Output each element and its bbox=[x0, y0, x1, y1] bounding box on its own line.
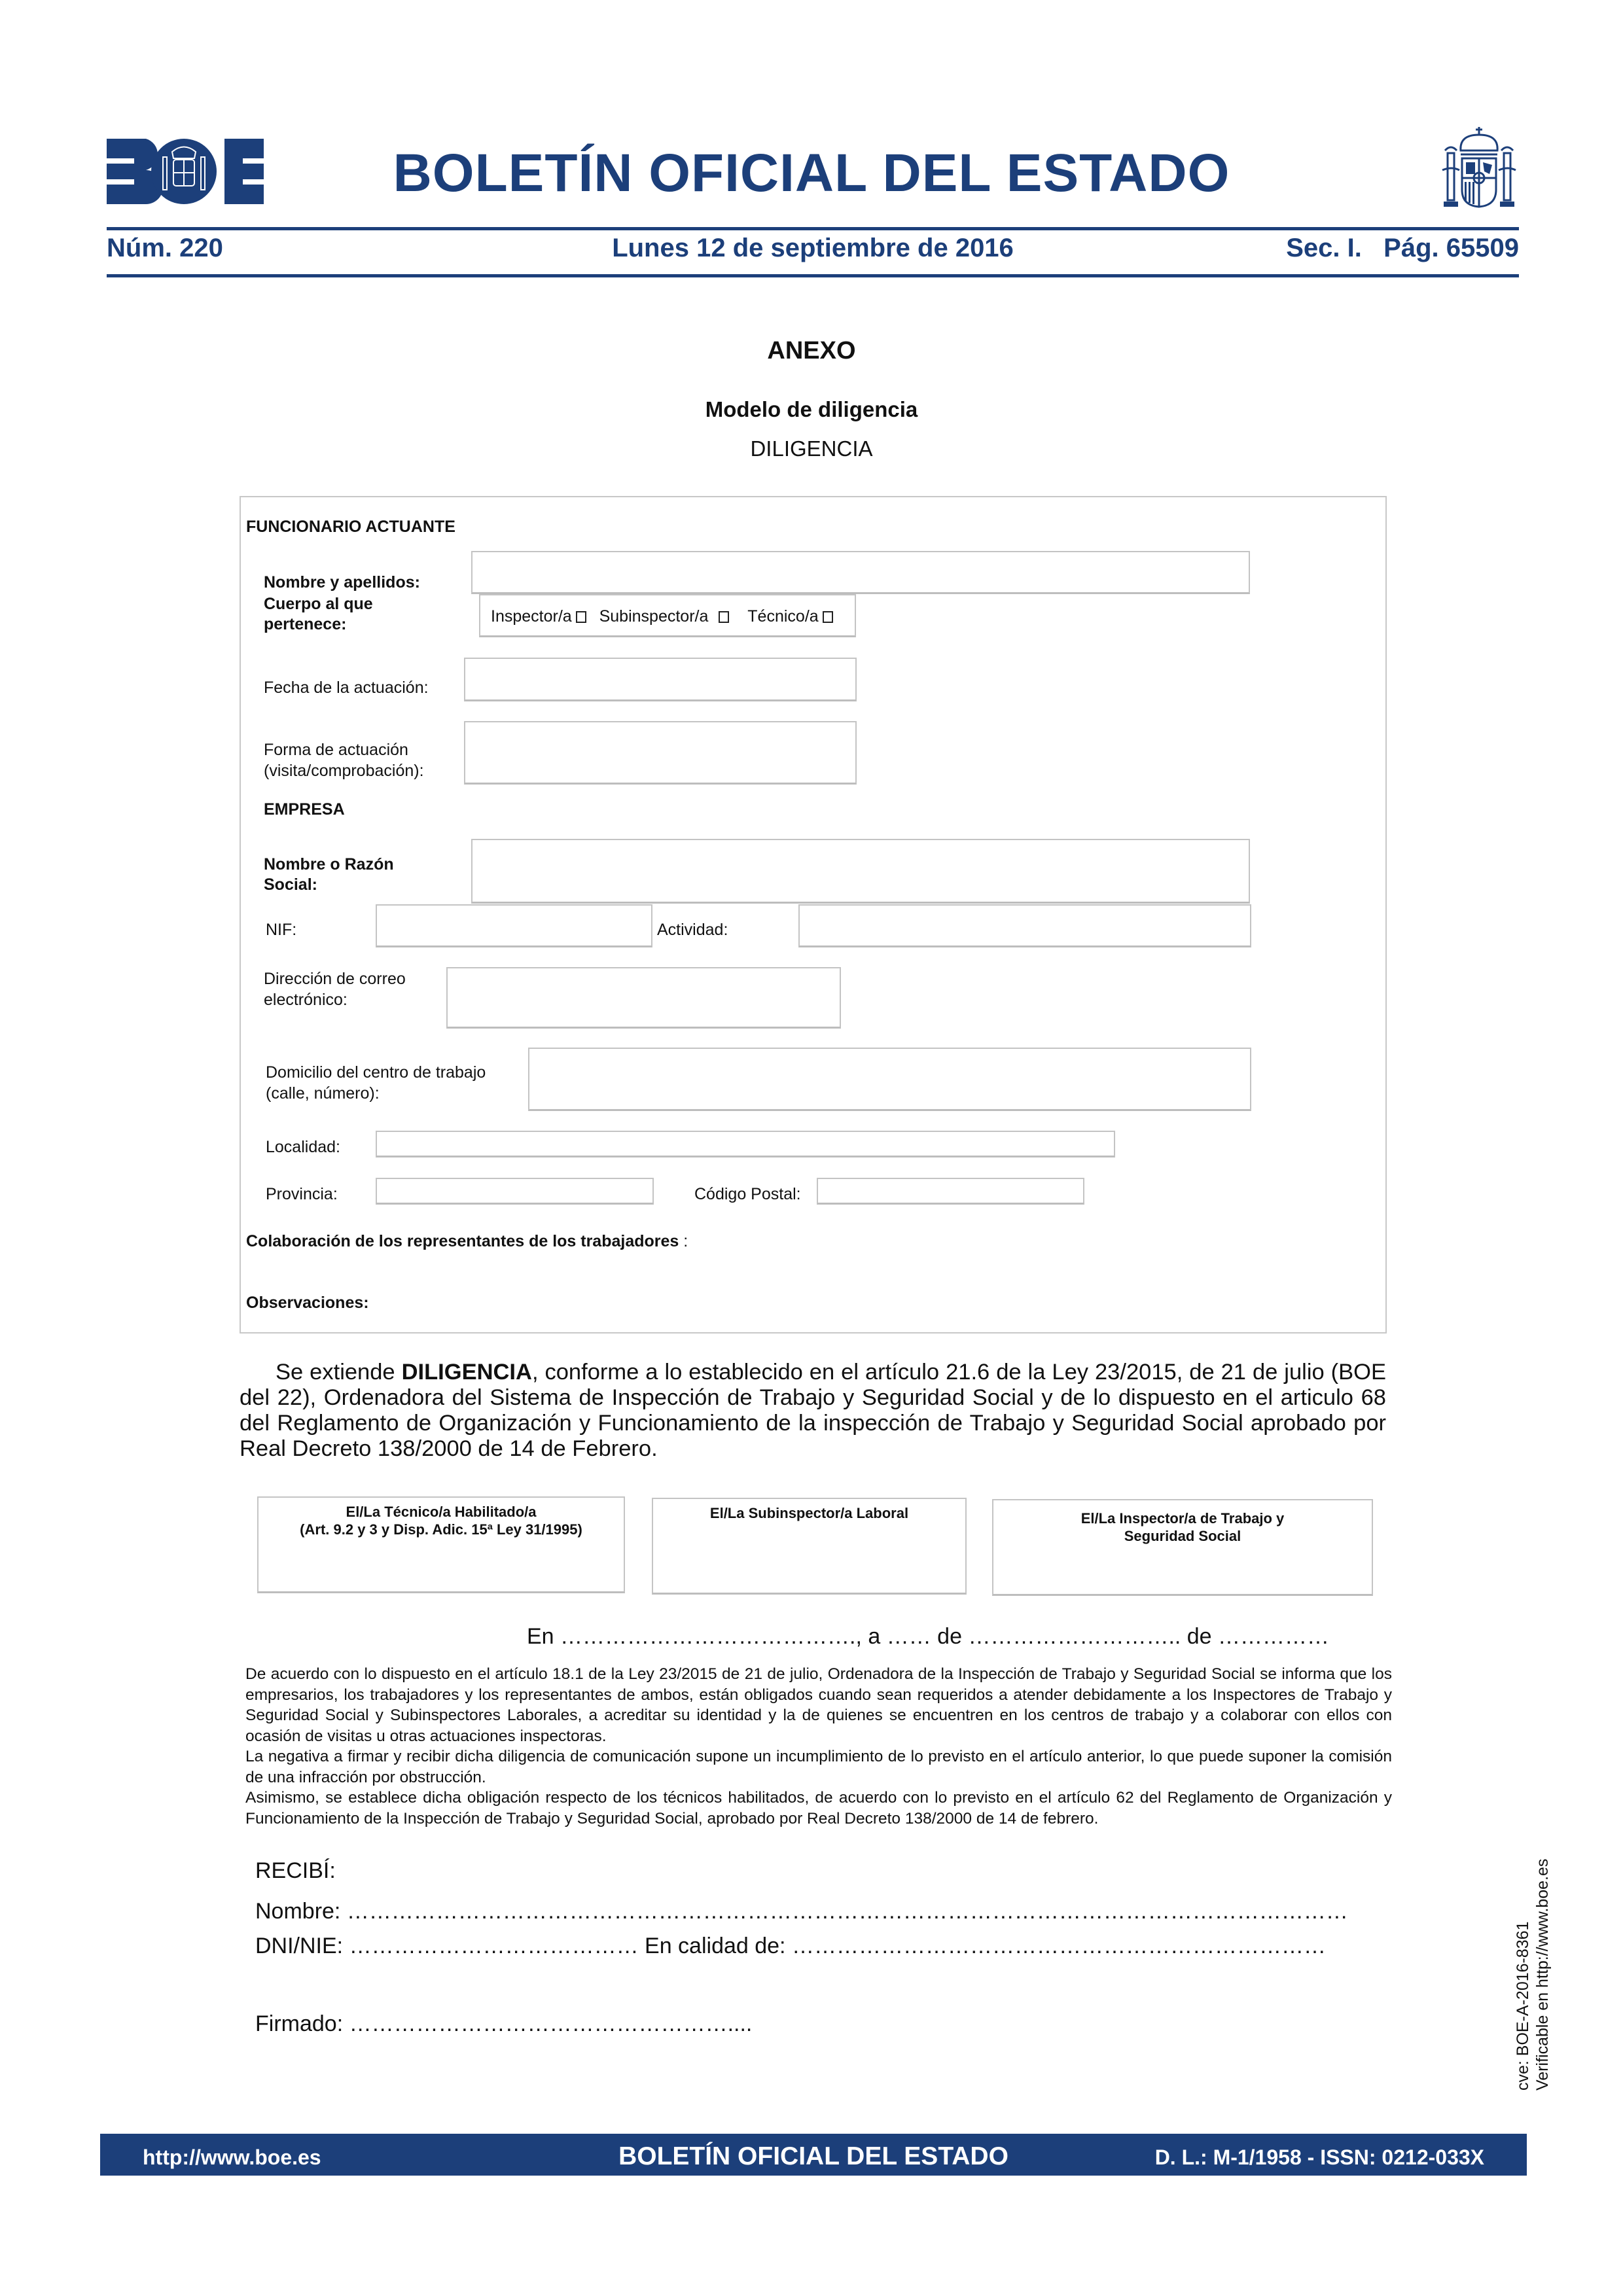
signature-technician-subtitle: (Art. 9.2 y 3 y Disp. Adic. 15ª Ley 31/1995) bbox=[300, 1521, 582, 1538]
action-form-label-line1: Forma de actuación bbox=[264, 741, 408, 759]
signature-inspector-subtitle: Seguridad Social bbox=[1124, 1528, 1241, 1544]
action-form-label-line2: (visita/comprobación): bbox=[264, 762, 424, 780]
locality-label: Localidad: bbox=[266, 1138, 340, 1156]
corps-option-inspector-label: Inspector/a bbox=[491, 607, 572, 626]
collaboration-label: Colaboración de los representantes de los trabajadores bbox=[246, 1232, 679, 1250]
collaboration-colon: : bbox=[679, 1232, 688, 1250]
action-date-field[interactable] bbox=[464, 658, 857, 701]
footer-legal-deposit: D. L.: M-1/1958 - ISSN: 0212-033X bbox=[1154, 2146, 1484, 2169]
address-label-line2: (calle, número): bbox=[266, 1084, 380, 1103]
bulletin-title: BOLETÍN OFICIAL DEL ESTADO bbox=[393, 143, 1230, 203]
header-rule-bottom bbox=[107, 274, 1519, 277]
form-title: DILIGENCIA bbox=[750, 436, 873, 461]
receipt-name-line[interactable]: Nombre: ……………………………………………………………………………………………………………………… bbox=[255, 1899, 1348, 1924]
corps-label-line2: pertenece: bbox=[264, 615, 347, 633]
company-name-label-line1: Nombre o Razón bbox=[264, 855, 394, 874]
section-official-heading: FUNCIONARIO ACTUANTE bbox=[246, 518, 455, 536]
diligencia-form bbox=[240, 496, 1387, 1333]
corps-options-box bbox=[479, 594, 856, 637]
footer-url-link[interactable]: http://www.boe.es bbox=[143, 2146, 321, 2169]
footer-title: BOLETÍN OFICIAL DEL ESTADO bbox=[618, 2142, 1008, 2170]
section-company-heading: EMPRESA bbox=[264, 800, 345, 819]
nif-label: NIF: bbox=[266, 921, 297, 939]
corps-option-subinspector-checkbox[interactable] bbox=[719, 611, 729, 623]
official-name-field[interactable] bbox=[471, 551, 1250, 594]
legal-notice bbox=[245, 1664, 1392, 1829]
corps-option-subinspector-label: Subinspector/a bbox=[599, 607, 709, 626]
receipt-id-line[interactable]: DNI/NIE: ………………………………… En calidad de: ……………………………………………………………… bbox=[255, 1934, 1326, 1958]
address-label-line1: Domicilio del centro de trabajo bbox=[266, 1063, 486, 1082]
header-rule-top bbox=[107, 227, 1519, 230]
verification-url: Verificable en http://www.boe.es bbox=[1533, 1858, 1552, 2091]
document-subtitle: Modelo de diligencia bbox=[705, 397, 918, 421]
footer-bar bbox=[100, 2134, 1527, 2176]
cve-code: cve: BOE-A-2016-8361 bbox=[1514, 1921, 1532, 2091]
action-form-field[interactable] bbox=[464, 721, 857, 785]
corps-option-inspector-checkbox[interactable] bbox=[576, 611, 586, 623]
name-label: Nombre y apellidos: bbox=[264, 573, 420, 592]
observations-label: Observaciones: bbox=[246, 1294, 369, 1312]
signature-box-subinspector[interactable] bbox=[652, 1498, 967, 1595]
signature-inspector-title: El/La Inspector/a de Trabajo y bbox=[1080, 1510, 1285, 1527]
statement-rest: , conforme a lo establecido en el artículo 21.6 de la Ley 23/2015, de 21 de julio (BOE del 22), Ordenadora del Sistema de Inspección de Trabajo y Seguridad Social y de lo dispuesto en el articulo 68 del Reglamento de Organización y Funcionamiento de la inspección de Trabajo y Seguridad Social aprobado por Real Decreto 138/2000 de 14 de Febrero. bbox=[240, 1360, 1386, 1461]
side-verification-note bbox=[1513, 1859, 1552, 2091]
collaboration-label-wrap bbox=[246, 1231, 688, 1252]
legal-notice-paragraph: Asimismo, se establece dicha obligación respecto de los técnicos habilitados, de acuerdo con lo previsto en el artículo 62 del Reglamento de Organización y Funcionamiento de la Inspección de Trabajo y Seguridad Social, aprobado por Real Decreto 138/2000 de 14 de febrero. bbox=[245, 1789, 1392, 1828]
company-name-field[interactable] bbox=[471, 839, 1250, 904]
activity-field[interactable] bbox=[798, 904, 1251, 947]
postal-code-label: Código Postal: bbox=[694, 1185, 801, 1203]
corps-label-line1: Cuerpo al que bbox=[264, 595, 373, 613]
section-page: Sec. I. Pág. 65509 bbox=[1286, 234, 1519, 262]
corps-option-tecnico-checkbox[interactable] bbox=[823, 611, 833, 623]
workplace-address-field[interactable] bbox=[528, 1048, 1251, 1111]
signature-subinspector-title: El/La Subinspector/a Laboral bbox=[709, 1505, 909, 1521]
email-label-line2: electrónico: bbox=[264, 991, 348, 1009]
statement-bold: DILIGENCIA bbox=[401, 1360, 532, 1385]
diligencia-statement bbox=[240, 1360, 1386, 1462]
legal-notice-paragraph: La negativa a firmar y recibir dicha diligencia de comunicación supone un incumplimiento de lo previsto en el artículo anterior, lo que puede suponer la comisión de una infracción por obstrucción. bbox=[245, 1748, 1392, 1786]
receipt-signed-line[interactable]: Firmado: …………………………………………….... bbox=[255, 2011, 753, 2036]
receipt-title: RECIBÍ: bbox=[255, 1858, 336, 1883]
corps-option-tecnico-label: Técnico/a bbox=[747, 607, 819, 626]
email-label-line1: Dirección de correo bbox=[264, 970, 406, 988]
nif-field[interactable] bbox=[376, 904, 652, 947]
header-info-row bbox=[107, 234, 1519, 270]
coat-of-arms-icon bbox=[1440, 124, 1518, 211]
province-field[interactable] bbox=[376, 1178, 654, 1205]
issue-number: Núm. 220 bbox=[107, 234, 223, 262]
statement-lead: Se extiende bbox=[276, 1360, 402, 1385]
postal-code-field[interactable] bbox=[817, 1178, 1084, 1205]
locality-field[interactable] bbox=[376, 1131, 1115, 1157]
legal-notice-paragraph: De acuerdo con lo dispuesto en el artículo 18.1 de la Ley 23/2015 de 21 de julio, Ordenadora de la Inspección de Trabajo y Seguridad Social se informa que los empresarios, los trabajadores y los representantes de ambos, están obligados cuando sean requeridos a atender debidamente a los Inspectores de Trabajo y Seguridad Social y Subinspectores Laborales, a acreditar su identidad y la de quienes se encuentren en los centros de trabajo y a colaborar con ellos con ocasión de visitas u otras actuaciones inspectoras. bbox=[245, 1665, 1392, 1745]
company-name-label-line2: Social: bbox=[264, 875, 317, 894]
activity-label: Actividad: bbox=[657, 921, 728, 939]
signature-technician-title: El/La Técnico/a Habilitado/a bbox=[346, 1504, 537, 1520]
date-label: Fecha de la actuación: bbox=[264, 679, 429, 697]
issue-date: Lunes 12 de septiembre de 2016 bbox=[612, 234, 1014, 262]
province-label: Provincia: bbox=[266, 1185, 338, 1203]
annex-title: ANEXO bbox=[767, 337, 856, 364]
email-field[interactable] bbox=[446, 967, 841, 1029]
place-date-line: En …………………………………., a …… de ……………………….. de …………… bbox=[527, 1624, 1330, 1649]
signature-box-inspector[interactable] bbox=[992, 1499, 1373, 1596]
signature-box-technician[interactable] bbox=[257, 1496, 625, 1593]
